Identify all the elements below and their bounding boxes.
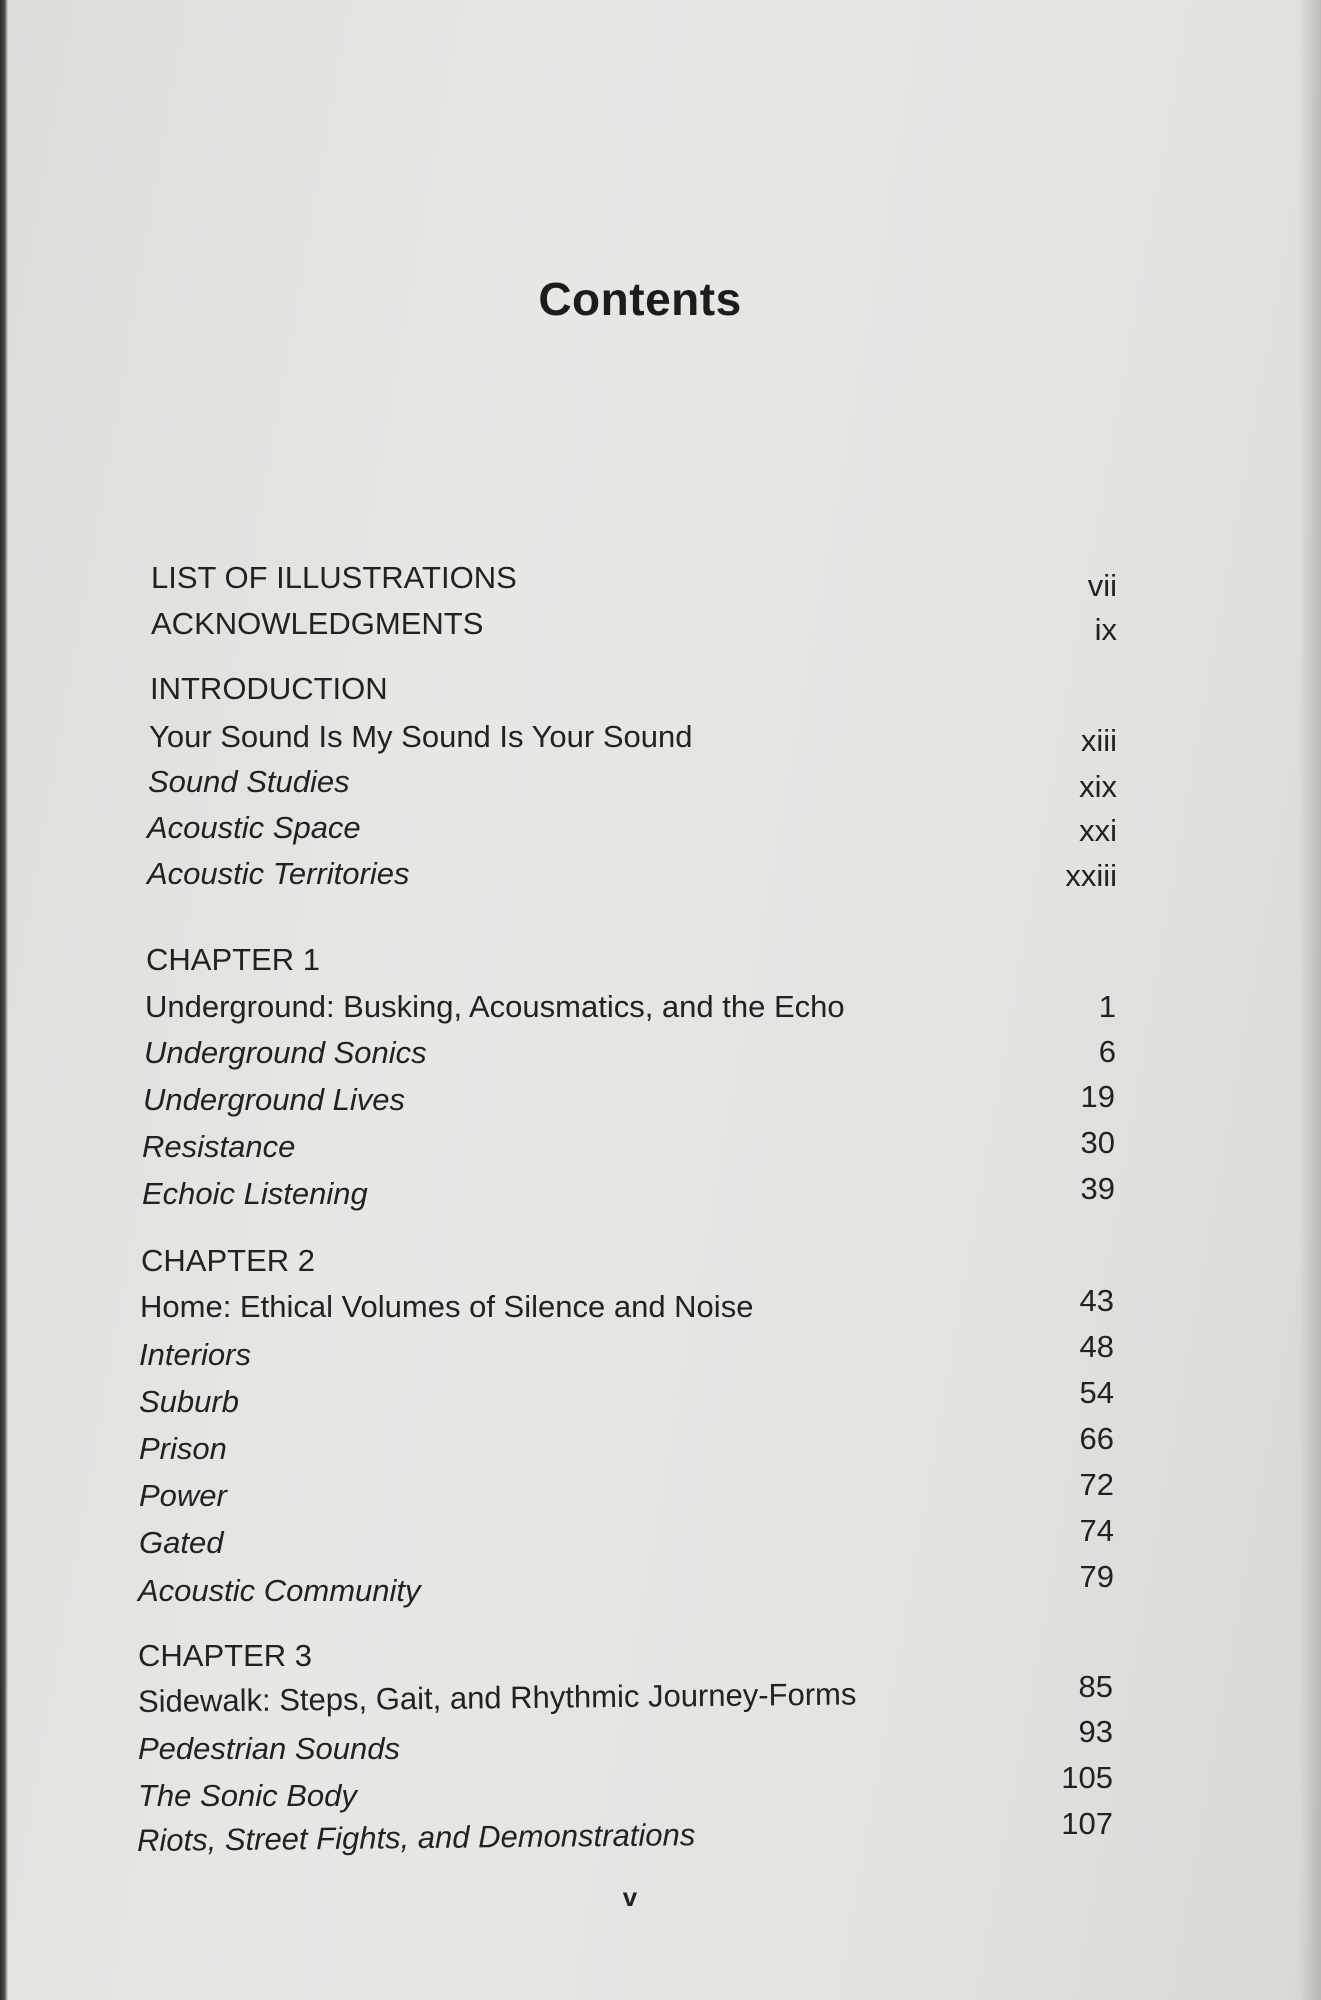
toc-entry-page: 105 (1061, 1760, 1113, 1795)
toc-entry-page: xxiii (1065, 858, 1117, 893)
toc-entry-page: 72 (1079, 1467, 1114, 1502)
toc-entry-page: 85 (1078, 1669, 1113, 1704)
toc-entry-page: vii (1087, 568, 1117, 603)
toc-entry-page: 79 (1079, 1559, 1114, 1594)
toc-entry-title: Pedestrian Sounds (138, 1731, 400, 1766)
toc-entry-title: Echoic Listening (142, 1176, 368, 1211)
toc-entry-page: 1 (1098, 989, 1116, 1024)
toc-entry-title: Home: Ethical Volumes of Silence and Noise (140, 1289, 754, 1324)
page-title: Contents (538, 273, 742, 325)
toc-section-heading: CHAPTER 3 (138, 1638, 312, 1673)
toc-entry-title: Prison (139, 1431, 227, 1466)
toc-entry-title: Acoustic Community (138, 1573, 421, 1608)
toc-entry-page: 107 (1061, 1806, 1113, 1841)
toc-entry-page: 48 (1079, 1329, 1114, 1364)
toc-entry-page: 30 (1080, 1125, 1115, 1160)
toc-entry-title: Underground: Busking, Acousmatics, and the Echo (145, 989, 845, 1024)
toc-entry-title: Resistance (142, 1129, 296, 1164)
toc-entry-title: Sound Studies (148, 764, 350, 799)
toc-entry-title: Underground Lives (143, 1082, 405, 1117)
toc-entry-page: 66 (1079, 1421, 1114, 1456)
toc-entry-page: xiii (1080, 723, 1117, 758)
toc-entry-title: Interiors (139, 1337, 251, 1372)
toc-section-heading: INTRODUCTION (150, 671, 388, 706)
toc-entry-title: Acoustic Territories (147, 856, 410, 891)
toc-entry-page: 19 (1080, 1079, 1115, 1114)
toc-entry-title: Gated (139, 1525, 224, 1560)
toc-entry-title: Suburb (139, 1384, 239, 1419)
toc-entry-page: 43 (1079, 1283, 1114, 1318)
toc-entry-page: 6 (1098, 1034, 1116, 1069)
toc-entry-page: 54 (1079, 1375, 1114, 1410)
toc-section-heading: CHAPTER 2 (141, 1243, 315, 1278)
toc-section-heading: CHAPTER 1 (146, 942, 320, 977)
toc-entry-page: ix (1094, 612, 1117, 647)
toc-entry-title: Power (139, 1478, 227, 1513)
toc-entry-page: xxi (1079, 813, 1117, 848)
toc-entry-title: Your Sound Is My Sound Is Your Sound (149, 719, 693, 754)
toc-entry-title: Underground Sonics (144, 1035, 427, 1070)
toc-entry-page: 39 (1080, 1171, 1115, 1206)
page-number-folio: v (622, 1882, 638, 1912)
toc-entry-page: 93 (1078, 1714, 1113, 1749)
toc-entry-title: ACKNOWLEDGMENTS (151, 606, 484, 641)
toc-entry-title: Riots, Street Fights, and Demonstrations (136, 1817, 696, 1858)
toc-entry-title: Sidewalk: Steps, Gait, and Rhythmic Journey-Forms (137, 1676, 857, 1719)
toc-entry-page: xix (1079, 769, 1117, 804)
toc-entry-title: The Sonic Body (138, 1778, 357, 1813)
toc-entry-title: Acoustic Space (147, 810, 361, 845)
toc-entry-title: LIST OF ILLUSTRATIONS (151, 560, 517, 595)
toc-entry-page: 74 (1079, 1513, 1114, 1548)
